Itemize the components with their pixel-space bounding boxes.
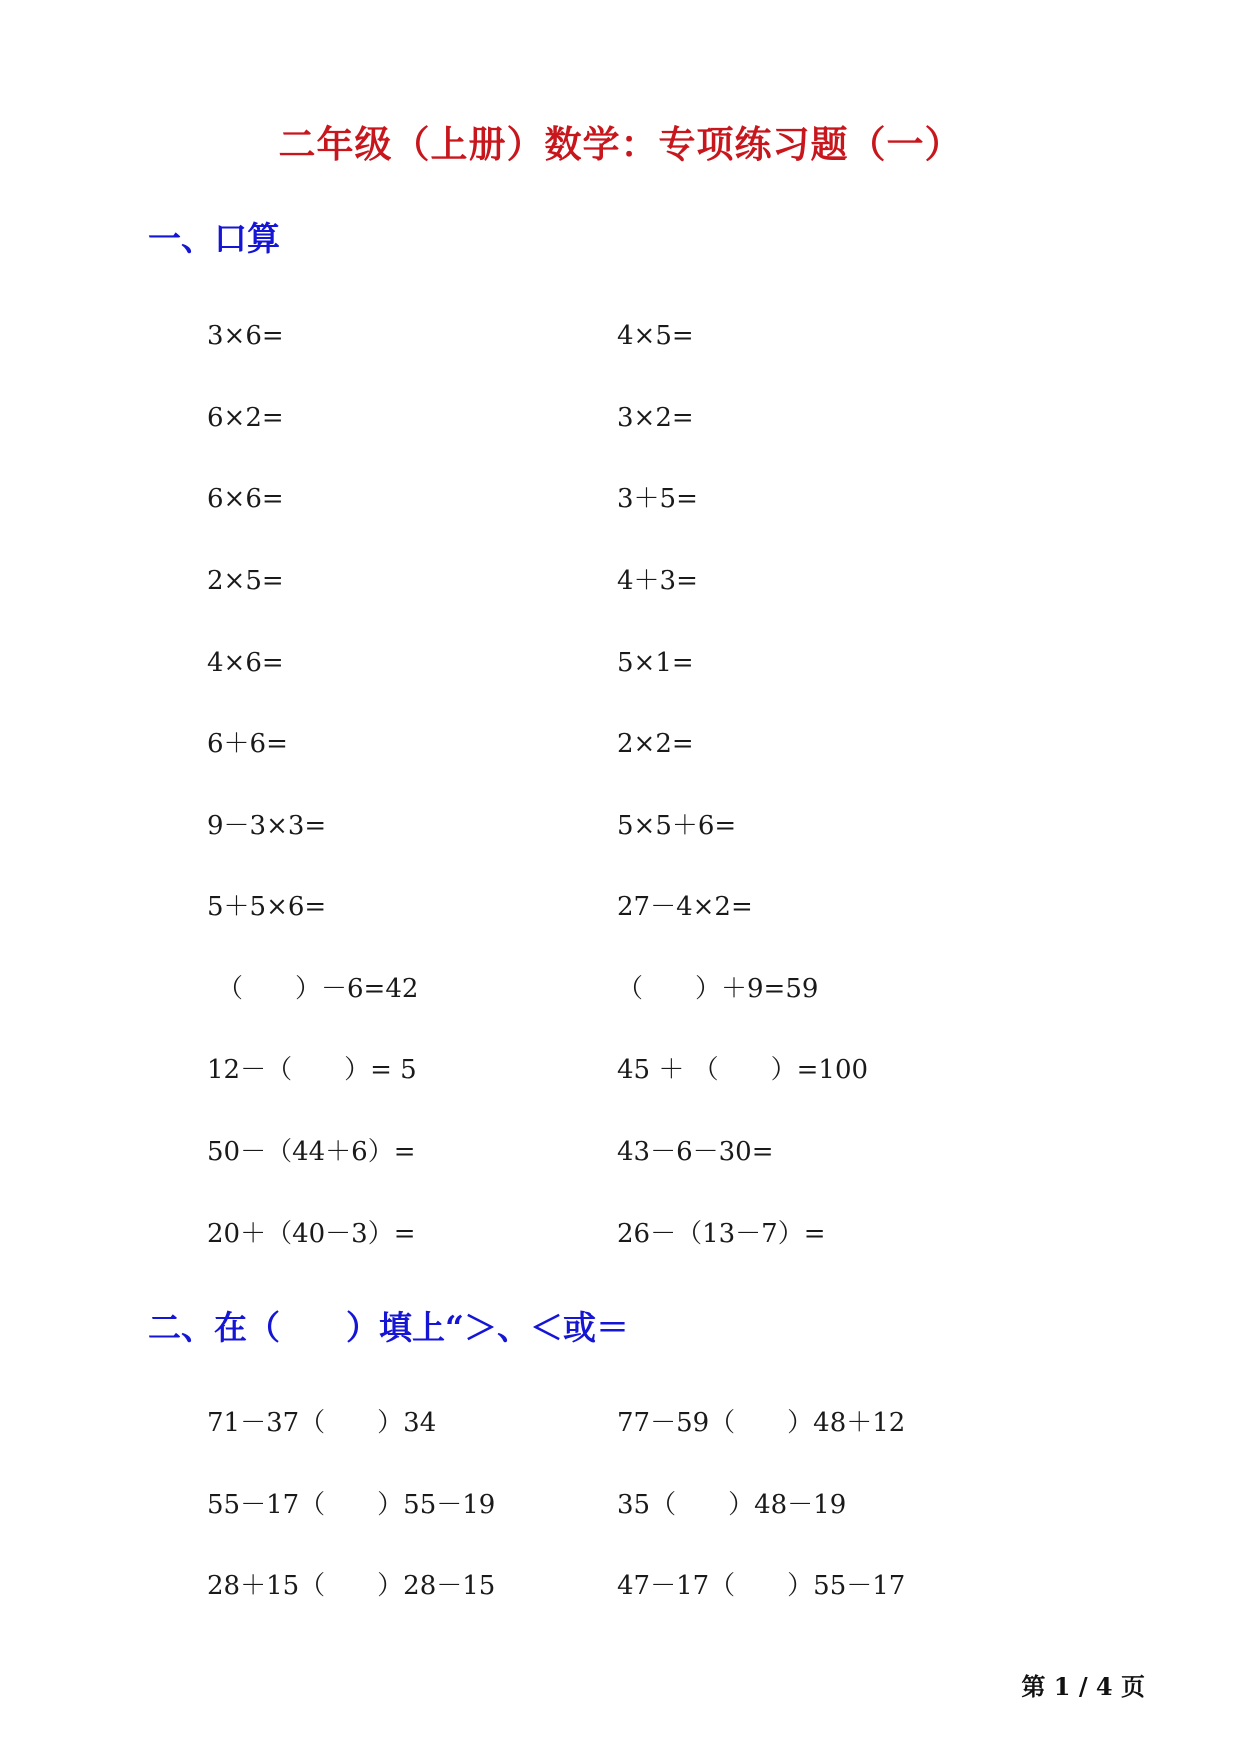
problem-5-1: 4×6=: [207, 648, 284, 678]
comparison-3-2: 47－17（ ）55－17: [617, 1571, 906, 1601]
problem-7-2: 5×5＋6=: [617, 811, 737, 841]
problem-4-1: 2×5=: [207, 566, 284, 596]
problem-11-2: 43－6－30=: [617, 1137, 774, 1167]
problem-5-2: 5×1=: [617, 648, 694, 678]
problem-1-2: 4×5=: [617, 321, 694, 351]
comparison-3-1: 28＋15（ ）28－15: [207, 1571, 496, 1601]
problem-9-2: （ ）＋9=59: [617, 974, 819, 1004]
problem-3-1: 6×6=: [207, 484, 284, 514]
problem-3-2: 3＋5=: [617, 484, 698, 514]
problem-11-1: 50－（44＋6）=: [207, 1137, 416, 1167]
problem-12-2: 26－（13－7）=: [617, 1219, 826, 1249]
problem-2-1: 6×2=: [207, 403, 284, 433]
problem-12-1: 20＋（40－3）=: [207, 1219, 416, 1249]
comparison-2-1: 55－17（ ）55－19: [207, 1490, 496, 1520]
section-1-heading: 一、口算: [148, 219, 280, 258]
problem-9-1: （ ）－6=42: [217, 974, 419, 1004]
comparison-1-1: 71－37（ ）34: [207, 1408, 437, 1438]
problem-4-2: 4＋3=: [617, 566, 698, 596]
problem-8-2: 27－4×2=: [617, 892, 753, 922]
section-2-heading: 二、在（ ）填上“＞、＜或＝: [148, 1308, 629, 1347]
problem-7-1: 9－3×3=: [207, 811, 327, 841]
problem-6-2: 2×2=: [617, 729, 694, 759]
comparison-2-2: 35（ ）48－19: [617, 1490, 847, 1520]
comparison-1-2: 77－59（ ）48＋12: [617, 1408, 906, 1438]
page-number: 第 1 / 4 页: [1021, 1672, 1145, 1701]
problem-6-1: 6＋6=: [207, 729, 288, 759]
problem-10-1: 12－（ ）= 5: [207, 1055, 417, 1085]
problem-10-2: 45 ＋ （ ）=100: [617, 1055, 869, 1085]
problem-2-2: 3×2=: [617, 403, 694, 433]
problem-1-1: 3×6=: [207, 321, 284, 351]
page-title: 二年级（上册）数学：专项练习题（一）: [278, 122, 963, 166]
problem-8-1: 5＋5×6=: [207, 892, 327, 922]
